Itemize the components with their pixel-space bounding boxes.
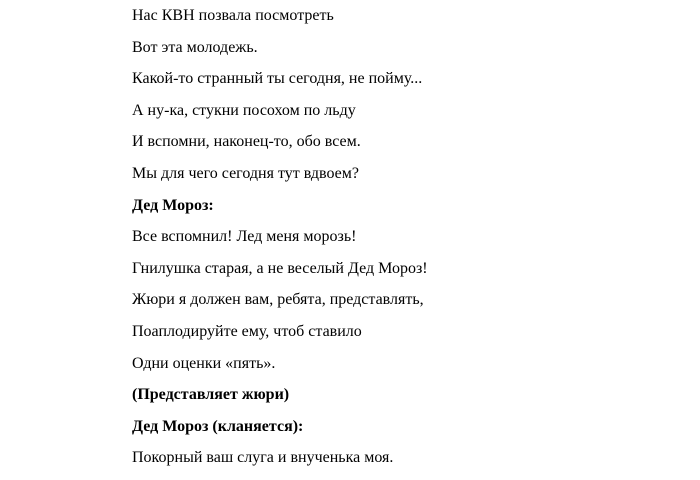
text-line: Жюри я должен вам, ребята, представлять, [132,291,424,309]
speaker-heading: Дед Мороз: [132,196,214,214]
text-line: Какой-то странный ты сегодня, не пойму... [132,70,423,88]
text-line: Поаплодируйте ему, чтоб ставило [132,322,362,340]
text-line: Мы для чего сегодня тут вдвоем? [132,164,359,182]
text-line: Все вспомнил! Лед меня морозь! [132,228,357,246]
text-line: Гнилушка старая, а не веселый Дед Мороз! [132,259,428,277]
document-body [132,0,700,480]
text-line: А ну-ка, стукни посохом по льду [132,101,356,119]
text-line: И вспомни, наконец-то, обо всем. [132,133,361,151]
text-line: Покорный ваш слуга и внученька моя. [132,449,394,467]
stage-direction: (Представляет жюри) [132,386,290,404]
speaker-heading: Дед Мороз (кланяется): [132,417,304,435]
text-line: Вот эта молодежь. [132,38,258,56]
text-line: Нас КВН позвала посмотреть [132,7,334,24]
text-line: Одни оценки «пять». [132,354,276,372]
